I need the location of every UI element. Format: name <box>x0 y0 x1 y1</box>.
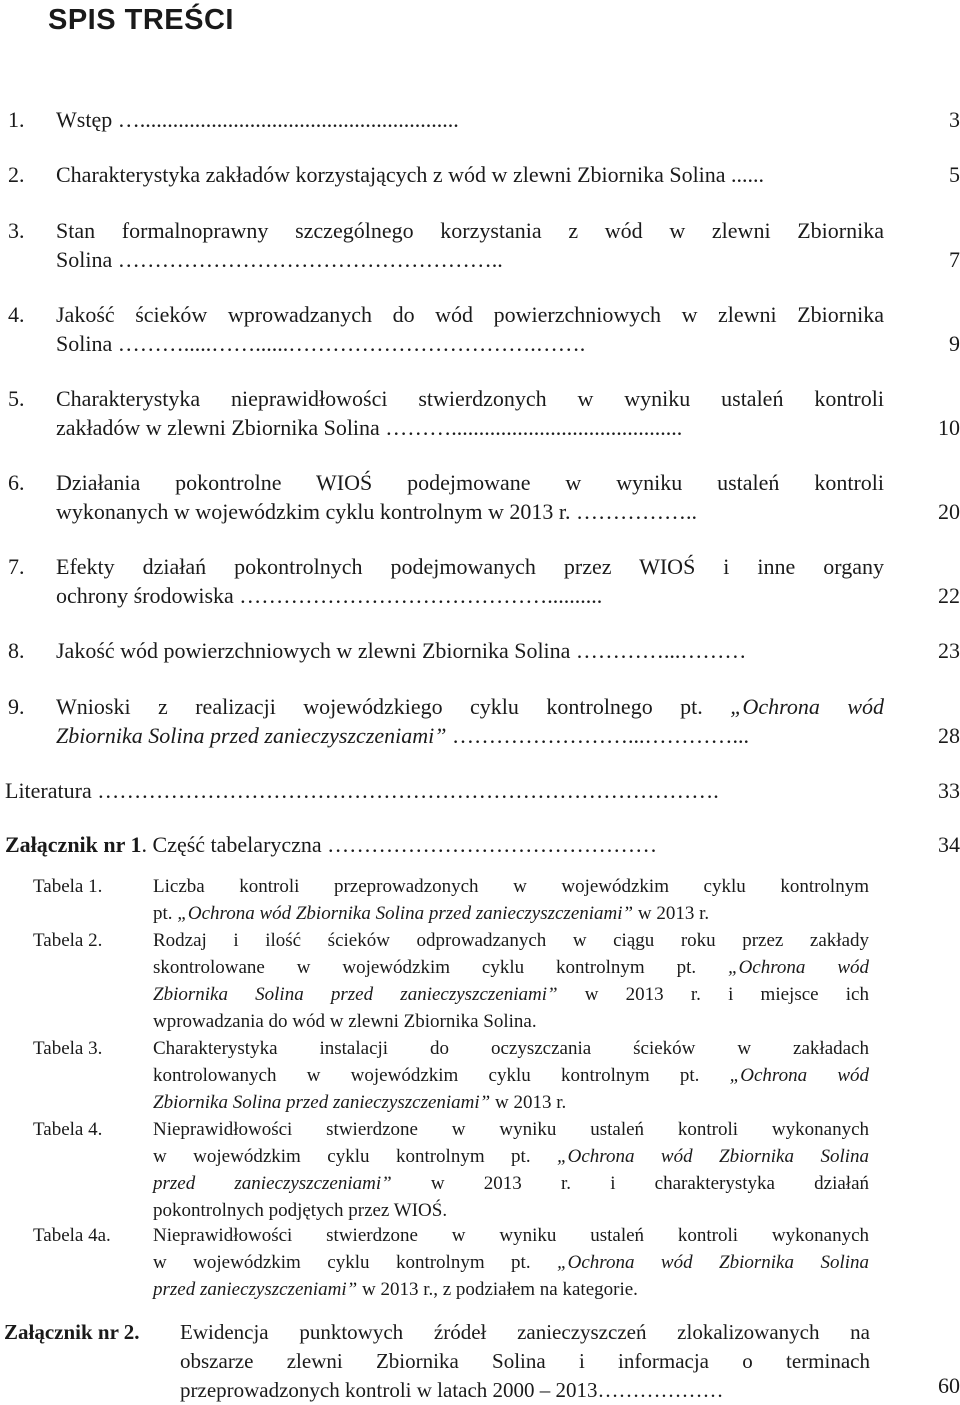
table-description[interactable] <box>153 927 869 1035</box>
toc-leader-dots: ……………………...…………... <box>446 723 749 748</box>
table-description-line <box>153 1249 869 1276</box>
table-description-line <box>153 927 869 954</box>
table-description[interactable] <box>153 1035 869 1116</box>
zalacznik-1-label <box>5 832 657 858</box>
toc-entry-number: 2. <box>8 162 25 187</box>
toc-entry-title-cont: ochrony środowiska …………………………………….......... <box>56 583 603 608</box>
table-description-line <box>153 1222 869 1249</box>
toc-entry-number: 3. <box>8 218 25 243</box>
table-description-line <box>153 873 869 900</box>
table-label[interactable]: Tabela 4a. <box>33 1225 111 1246</box>
table-description-line <box>153 1062 869 1089</box>
description-text: kontrolowanych w wojewódzkim cyklu kontrolnym pt. <box>153 1065 730 1086</box>
page-title: SPIS TREŚCI <box>48 4 234 36</box>
table-description-line <box>153 1116 869 1143</box>
toc-entry-number: 6. <box>8 470 25 495</box>
toc-entry-number: 9. <box>8 694 25 719</box>
description-text: w 2013 r. <box>490 1092 567 1113</box>
toc-entry-title: Jakość ścieków wprowadzanych do wód powierzchniowych w zlewni Zbiornika <box>56 302 884 327</box>
table-description[interactable] <box>153 873 869 927</box>
zalacznik-1-bold: Załącznik nr 1 <box>5 832 142 857</box>
table-label[interactable]: Tabela 2. <box>33 930 103 951</box>
description-text: pokontrolnych podjętych przez WIOŚ. <box>153 1200 448 1221</box>
toc-page-number: 34 <box>938 832 960 857</box>
toc-page-number: 22 <box>938 583 960 608</box>
publication-title: „Ochrona wód Zbiornika Solina przed zanieczyszczeniami” <box>177 903 634 924</box>
description-text: Nieprawidłowości stwierdzone w wyniku ustaleń kontroli wykonanych <box>153 1119 869 1140</box>
toc-entry-title <box>56 694 884 720</box>
publication-title: Zbiornika Solina przed zanieczyszczeniami” <box>153 1092 491 1113</box>
publication-title: „Ochrona wód <box>728 957 869 978</box>
toc-entry-title-cont <box>56 723 884 749</box>
toc-entry[interactable] <box>0 302 960 360</box>
description-text: Liczba kontroli przeprowadzonych w wojewódzkim cyklu kontrolnym <box>153 876 869 897</box>
toc-entry-title-cont: zakładów w zlewni Zbiornika Solina ……….......................................... <box>56 415 683 440</box>
toc-page-number: 9 <box>949 331 960 356</box>
table-description-line <box>153 1170 869 1197</box>
toc-entry-title: Działania pokontrolne WIOŚ podejmowane w wyniku ustaleń kontroli <box>56 470 884 495</box>
toc-page-number: 3 <box>949 107 960 132</box>
description-text: w 2013 r., z podziałem na kategorie. <box>357 1279 638 1300</box>
zalacznik-1-title: . Część tabelaryczna ……………………………………… <box>141 832 658 857</box>
table-description[interactable] <box>153 1116 869 1224</box>
toc-page-number: 20 <box>938 499 960 524</box>
publication-title: Zbiornika Solina przed zanieczyszczeniami” <box>153 984 558 1005</box>
description-text: pt. <box>153 903 178 924</box>
description-text: wprowadzania do wód w zlewni Zbiornika Solina. <box>153 1011 537 1032</box>
table-description-line <box>153 1089 869 1116</box>
toc-entry[interactable] <box>0 694 960 752</box>
toc-page-number: 23 <box>938 638 960 663</box>
toc-entry[interactable] <box>0 218 960 276</box>
description-text: w 2013 r. i charakterystyka działań <box>391 1173 869 1194</box>
publication-title: „Ochrona wód <box>729 1065 869 1086</box>
table-description-line <box>153 981 869 1008</box>
table-description[interactable] <box>153 1222 869 1303</box>
description-text: Nieprawidłowości stwierdzone w wyniku ustaleń kontroli wykonanych <box>153 1225 869 1246</box>
toc-title-italic: Zbiornika Solina przed zanieczyszczeniami” <box>56 723 447 748</box>
description-text: Charakterystyka instalacji do oczyszczania ścieków w zakładach <box>153 1038 869 1059</box>
table-label[interactable]: Tabela 1. <box>33 876 103 897</box>
literatura-label: Literatura …………………………………………………………………………. <box>5 778 719 803</box>
description-text: Rodzaj i ilość ścieków odprowadzanych w ciągu roku przez zakłady <box>153 930 869 951</box>
publication-title: przed zanieczyszczeniami” <box>153 1279 358 1300</box>
toc-entry-title-cont: Solina ……….....……......…………………………….……. <box>56 331 586 356</box>
description-text: skontrolowane w wojewódzkim cyklu kontrolnym pt. <box>153 957 729 978</box>
description-text: w 2013 r. <box>633 903 710 924</box>
table-description-line <box>153 1276 869 1303</box>
table-description-line <box>153 1143 869 1170</box>
toc-page-number: 60 <box>938 1373 960 1398</box>
toc-page-number: 7 <box>949 247 960 272</box>
table-description-line <box>153 1035 869 1062</box>
table-label[interactable]: Tabela 3. <box>33 1038 103 1059</box>
toc-entry[interactable] <box>0 386 960 444</box>
toc-entry-literatura[interactable] <box>0 778 960 806</box>
publication-title: „Ochrona wód Zbiornika Solina <box>557 1252 869 1273</box>
toc-entry-title: Efekty działań pokontrolnych podejmowanych przez WIOŚ i inne organy <box>56 554 884 579</box>
toc-page-number: 5 <box>949 162 960 187</box>
toc-page-number: 33 <box>938 778 960 803</box>
toc-page-number: 10 <box>938 415 960 440</box>
toc-entry-title: Charakterystyka nieprawidłowości stwierdzonych w wyniku ustaleń kontroli <box>56 386 884 411</box>
toc-entry[interactable] <box>0 107 960 165</box>
toc-entry[interactable] <box>0 162 960 220</box>
publication-title: „Ochrona wód Zbiornika Solina <box>557 1146 869 1167</box>
table-label[interactable]: Tabela 4. <box>33 1119 103 1140</box>
toc-entry[interactable] <box>0 554 960 612</box>
toc-entry-number: 8. <box>8 638 25 663</box>
toc-entry-title: Stan formalnoprawny szczególnego korzystania z wód w zlewni Zbiornika <box>56 218 884 243</box>
toc-entry-title: Charakterystyka zakładów korzystających z wód w zlewni Zbiornika Solina ...... <box>56 162 765 187</box>
toc-entry-title: Wstęp ….......................................................... <box>56 107 459 132</box>
toc-entry-number: 1. <box>8 107 25 132</box>
toc-entry-title-cont: Solina …………………………………………….. <box>56 247 503 272</box>
toc-entry[interactable] <box>0 638 960 696</box>
zalacznik-2-line: przeprowadzonych kontroli w latach 2000 – 2013……………… <box>180 1378 724 1402</box>
zalacznik-2-description <box>180 1318 870 1405</box>
description-text: w wojewódzkim cyklu kontrolnym pt. <box>153 1146 558 1167</box>
toc-title-text: Wnioski z realizacji wojewódzkiego cyklu kontrolnego pt. <box>56 694 703 719</box>
toc-entry-title: Jakość wód powierzchniowych w zlewni Zbiornika Solina …………...……… <box>56 638 747 663</box>
toc-entry-zalacznik-2[interactable] <box>0 1318 960 1405</box>
publication-title: przed zanieczyszczeniami” <box>153 1173 392 1194</box>
toc-entry-title-cont: wykonanych w wojewódzkim cyklu kontrolnym w 2013 r. …………….. <box>56 499 697 524</box>
zalacznik-2-bold: Załącznik nr 2. <box>4 1320 140 1344</box>
table-description-line <box>153 1008 869 1035</box>
table-description-line <box>153 1197 869 1224</box>
toc-page-number: 28 <box>938 723 960 748</box>
table-description-line <box>153 954 869 981</box>
toc-entry-number: 7. <box>8 554 25 579</box>
toc-entry-zalacznik-1[interactable] <box>0 832 960 860</box>
toc-entry[interactable] <box>0 470 960 528</box>
zalacznik-2-line: Ewidencja punktowych źródeł zanieczyszczeń zlokalizowanych na <box>180 1320 870 1344</box>
table-description-line <box>153 900 869 927</box>
description-text: w 2013 r. i miejsce ich <box>557 984 869 1005</box>
toc-entry-number: 4. <box>8 302 25 327</box>
description-text: w wojewódzkim cyklu kontrolnym pt. <box>153 1252 558 1273</box>
toc-title-italic: „Ochrona wód <box>702 694 885 719</box>
zalacznik-2-line: obszarze zlewni Zbiornika Solina i informacja o terminach <box>180 1349 870 1373</box>
toc-entry-number: 5. <box>8 386 25 411</box>
